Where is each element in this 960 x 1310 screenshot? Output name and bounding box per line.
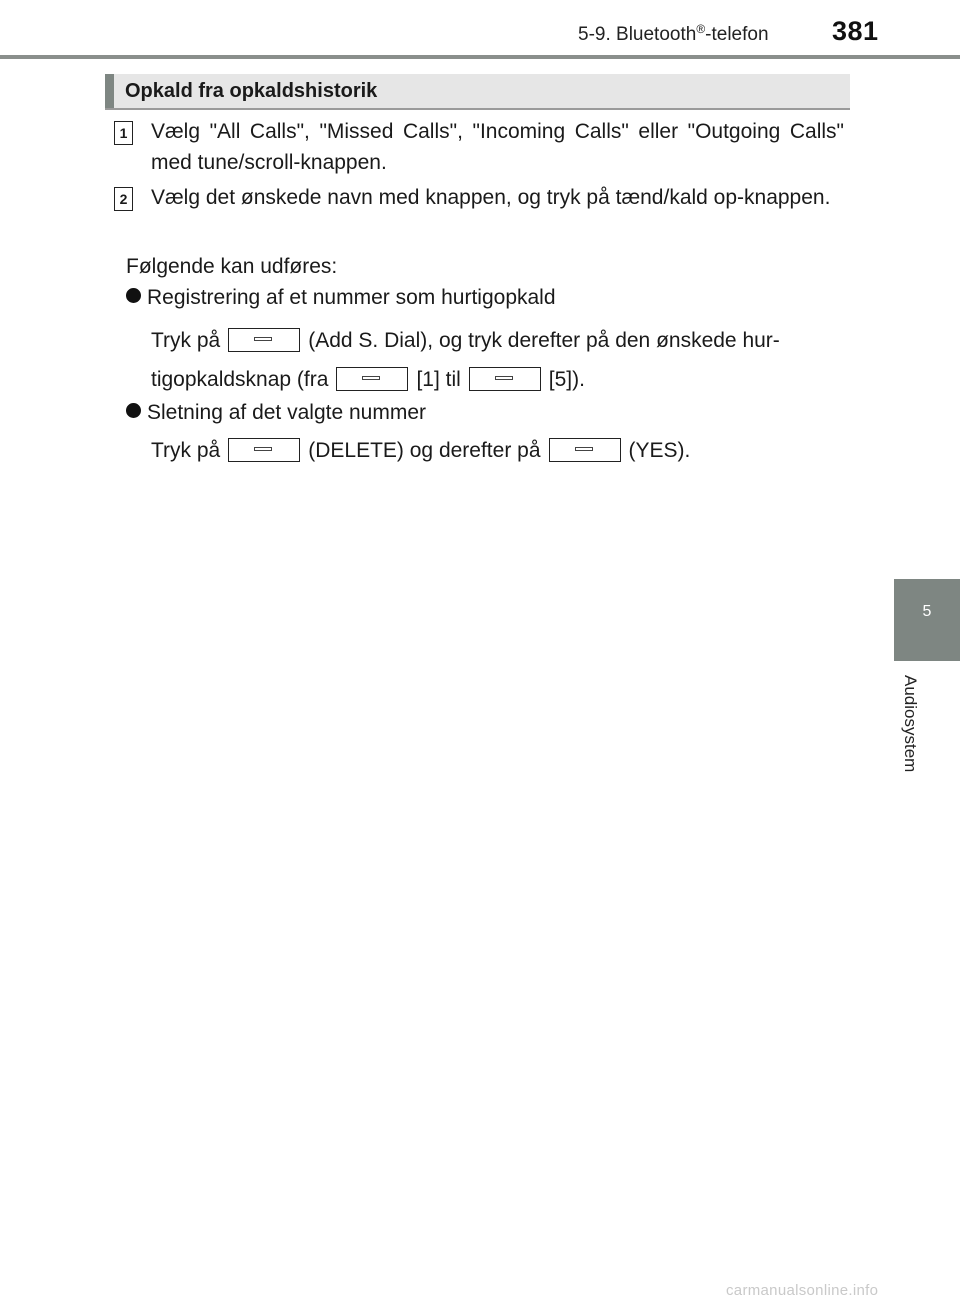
bullet-heading	[126, 398, 426, 428]
section-reference	[578, 22, 769, 46]
yes-button-icon	[549, 438, 621, 462]
step-text: Vælg "All Calls", "Missed Calls", "Incoming Calls" eller "Outgoing Calls" med tune/scroll-knappen.	[151, 120, 844, 174]
chapter-tab	[894, 579, 960, 661]
bullet-text: Sletning af det valgte nummer	[147, 401, 426, 424]
section-title: Opkald fra opkaldshistorik	[125, 80, 378, 102]
bullet-text: Registrering af et nummer som hurtigopkald	[147, 286, 556, 309]
step-number: 2	[114, 187, 133, 211]
instruction-text: Tryk på	[151, 439, 221, 462]
chapter-label: Audiosystem	[901, 675, 920, 773]
add-speed-dial-button-icon	[228, 328, 300, 352]
instruction-text: (Add S. Dial), og tryk derefter på den ønskede hur-	[308, 329, 780, 352]
speed-dial-1-button-icon	[336, 367, 408, 391]
speed-dial-5-button-icon	[469, 367, 541, 391]
watermark: carmanualsonline.info	[726, 1282, 879, 1299]
bullet-dot-icon	[126, 288, 141, 303]
bullet-instruction	[151, 365, 585, 395]
bullet-instruction	[151, 326, 780, 356]
section-suffix: -telefon	[705, 24, 769, 45]
chapter-number: 5	[922, 603, 932, 620]
registered-mark: ®	[696, 22, 706, 36]
step-number: 1	[114, 121, 133, 145]
header-rule	[0, 55, 960, 59]
section-name: 5-9. Bluetooth	[578, 24, 697, 45]
instruction-text: [5]).	[548, 368, 585, 391]
bullet-dot-icon	[126, 403, 141, 418]
section-heading-bar	[105, 74, 850, 110]
instruction-text: Tryk på	[151, 329, 221, 352]
page-number: 381	[832, 16, 879, 46]
instruction-text: [1] til	[416, 368, 461, 391]
delete-button-icon	[228, 438, 300, 462]
instruction-text: tigopkaldsknap (fra	[151, 368, 329, 391]
section-accent	[105, 74, 114, 108]
bullet-heading	[126, 283, 556, 313]
instruction-text: (YES).	[628, 439, 691, 462]
step-text: Vælg det ønskede navn med knappen, og tryk på tænd/kald op-knappen.	[151, 186, 831, 209]
bullet-instruction	[151, 436, 690, 466]
page-header	[0, 0, 960, 60]
instruction-text: (DELETE) og derefter på	[308, 439, 541, 462]
intro-text: Følgende kan udføres:	[126, 255, 338, 278]
